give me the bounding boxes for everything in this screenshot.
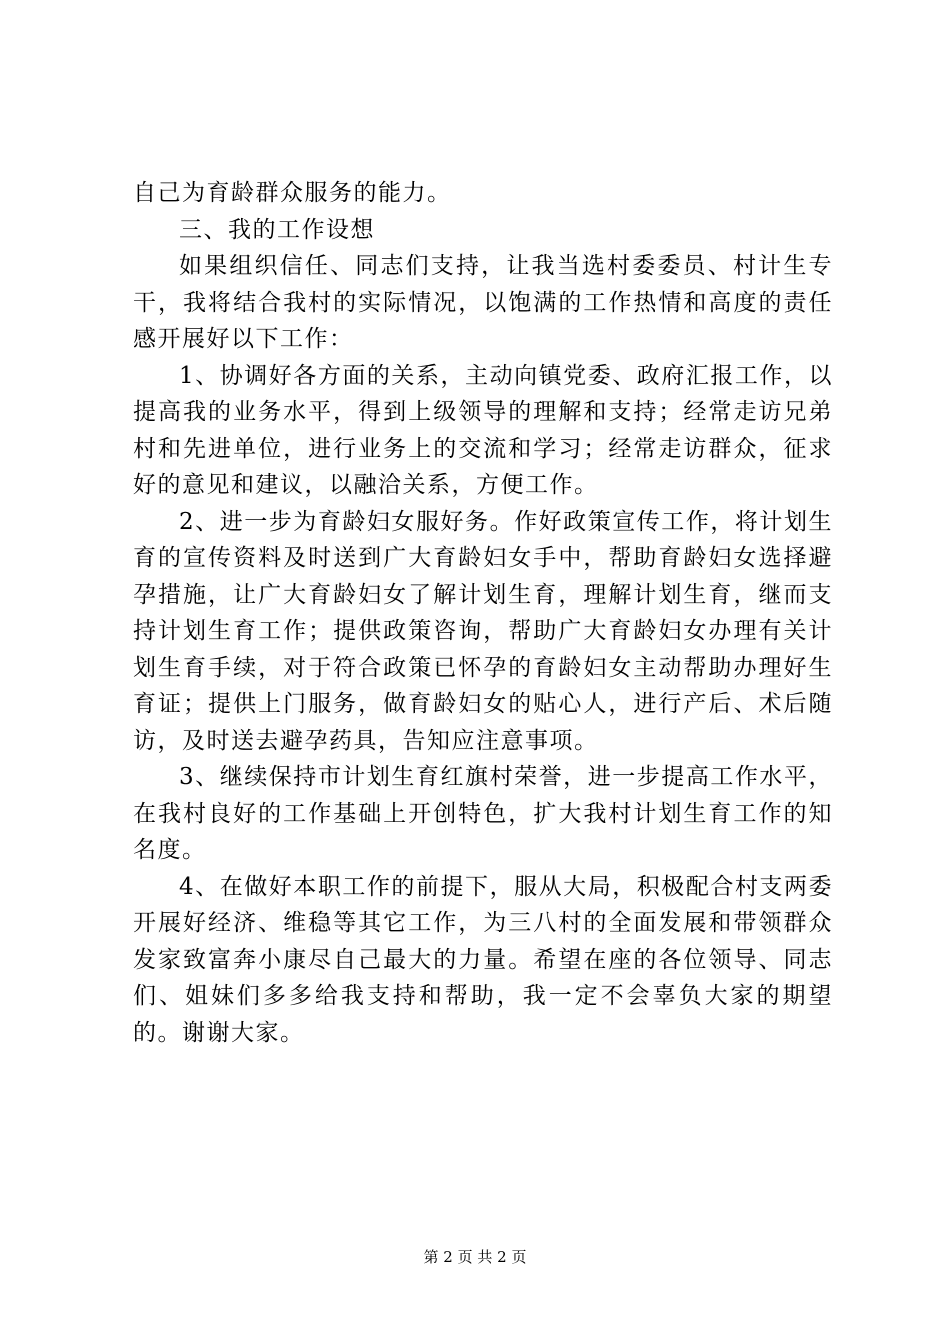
paragraph-item-2: 2、进一步为育龄妇女服好务。作好政策宣传工作，将计划生育的宣传资料及时送到广大育龄妇女手中，帮助育龄妇女选择避孕措施，让广大育龄妇女了解计划生育，理解计划生育，继而支持计划生育工作；提供政策咨询，帮助广大育龄妇女办理有关计划生育手续，对于符合政策已怀孕的育龄妇女主动帮助办理好生育证；提供上门服务，做育龄妇女的贴心人，进行产后、术后随访，及时送去避孕药具，告知应注意事项。 [133,508,833,754]
paragraph-item-3: 3、继续保持市计划生育红旗村荣誉，进一步提高工作水平，在我村良好的工作基础上开创特色，扩大我村计划生育工作的知名度。 [133,764,833,863]
section-heading: 三、我的工作设想 [179,216,375,243]
paragraph-continuation: 自己为育龄群众服务的能力。 [133,180,452,206]
page-footer [0,1247,950,1267]
paragraph-item-4: 4、在做好本职工作的前提下，服从大局，积极配合村支两委开展好经济、维稳等其它工作，为三八村的全面发展和带领群众发家致富奔小康尽自己最大的力量。希望在座的各位领导、同志们、姐妹们多多给我支持和帮助，我一定不会辜负大家的期望的。谢谢大家。 [133,873,833,1046]
paragraph-item-1: 1、协调好各方面的关系，主动向镇党委、政府汇报工作，以提高我的业务水平，得到上级领导的理解和支持；经常走访兄弟村和先进单位，进行业务上的交流和学习；经常走访群众，征求好的意见和建议，以融洽关系，方便工作。 [133,362,833,498]
page-number: 第 2 页 共 2 页 [423,1248,527,1266]
paragraph-intro: 如果组织信任、同志们支持，让我当选村委委员、村计生专干，我将结合我村的实际情况，以饱满的工作热情和高度的责任感开展好以下工作： [133,253,833,352]
document-body [133,175,833,1051]
